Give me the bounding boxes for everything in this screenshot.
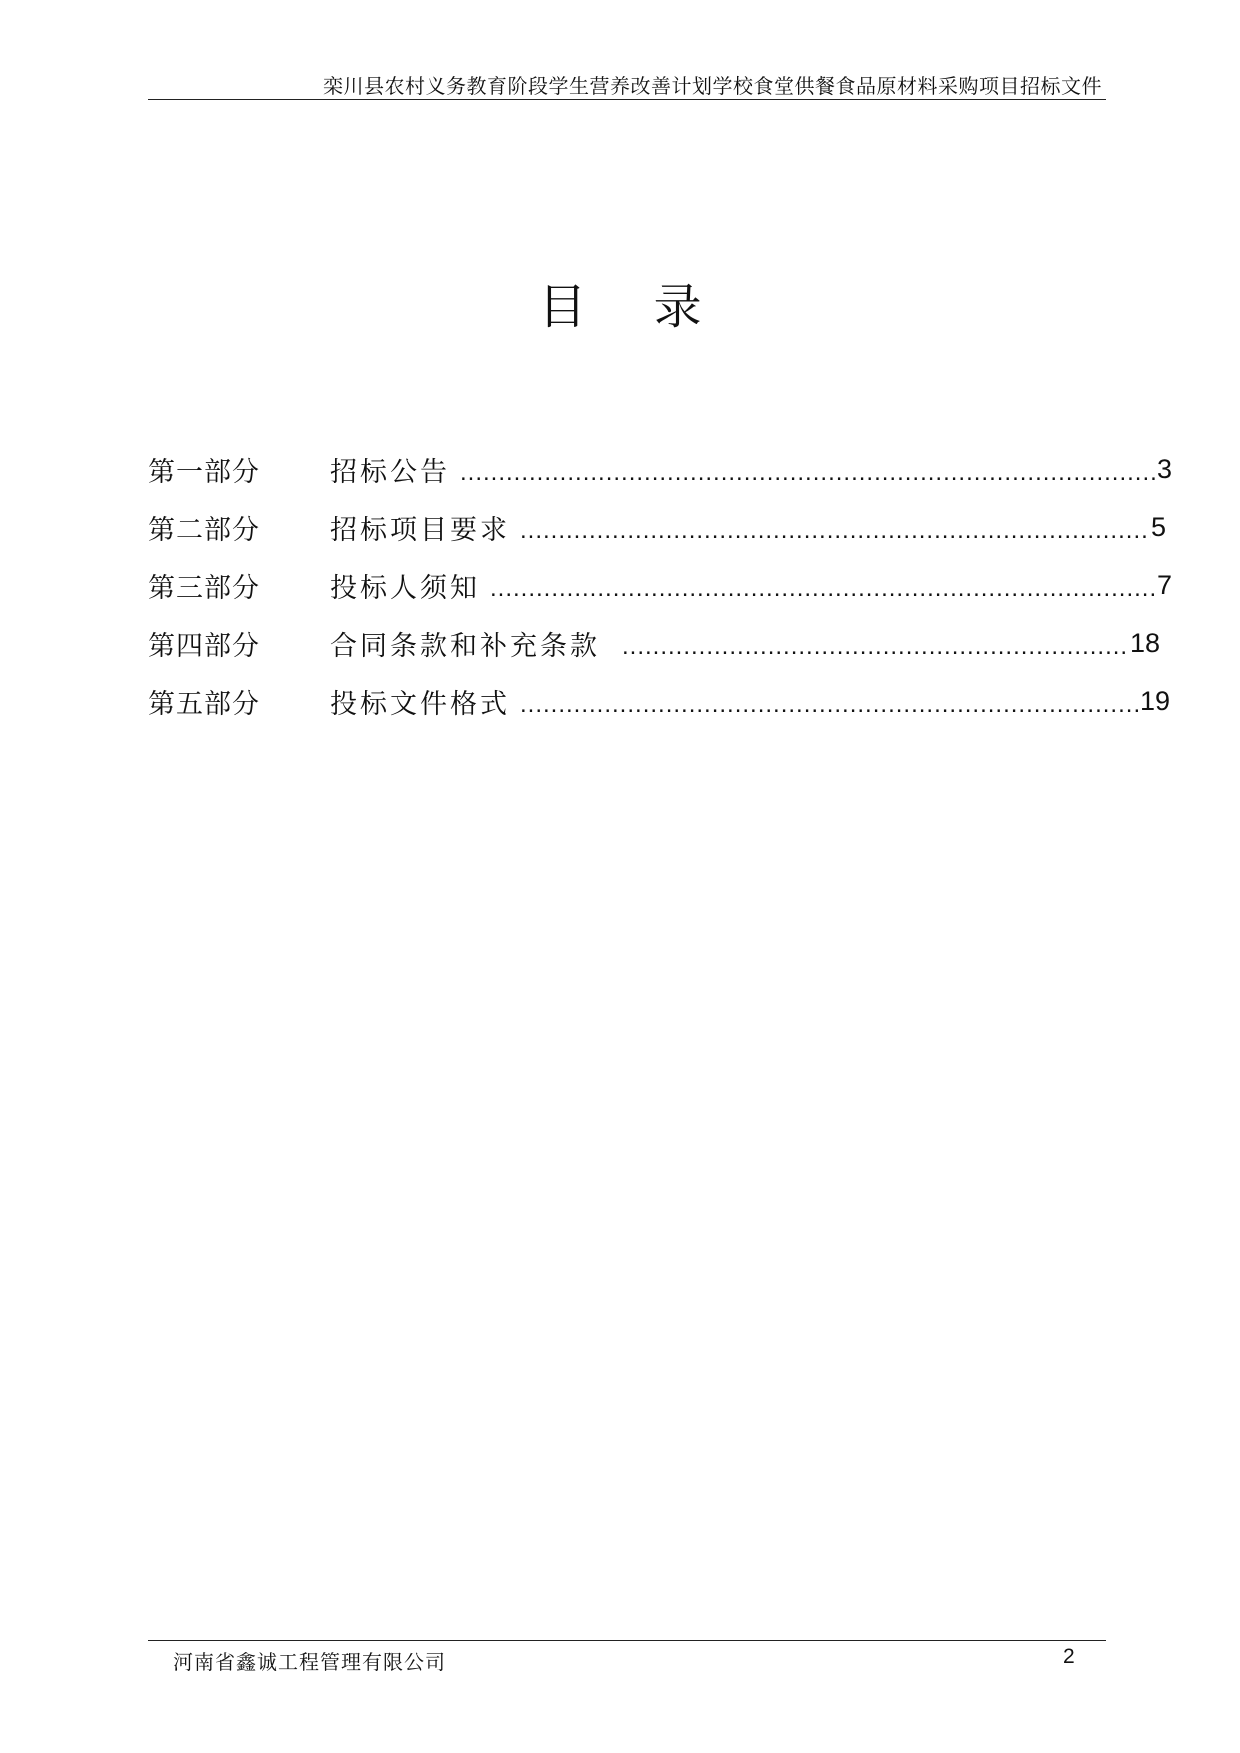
- toc-dot-leader: [520, 691, 1140, 719]
- toc-entry-part: 第一部分: [148, 456, 260, 488]
- toc-entry-page: 19: [1139, 685, 1170, 716]
- toc-dot-leader: [622, 633, 1130, 661]
- toc-entry-part: 第四部分: [148, 630, 260, 662]
- toc-dot-leader: [490, 575, 1157, 603]
- footer-company-name: 河南省鑫诚工程管理有限公司: [173, 1650, 446, 1674]
- toc-entry-page: 18: [1129, 627, 1160, 658]
- toc-entry-title: 招标公告: [330, 456, 450, 488]
- toc-entry-part: 第五部分: [148, 688, 260, 720]
- footer-divider: [148, 1640, 1106, 1641]
- toc-entry[interactable]: [148, 614, 1160, 672]
- toc-entry-title: 招标项目要求: [330, 514, 510, 546]
- toc-heading: 目 录: [538, 279, 728, 335]
- toc-dot-leader: [460, 459, 1157, 487]
- toc-entry-part: 第三部分: [148, 572, 260, 604]
- toc-entry-part: 第二部分: [148, 514, 260, 546]
- toc-entry-page: 3: [1156, 453, 1172, 484]
- toc-entry[interactable]: [148, 556, 1172, 614]
- toc-entry-page: 5: [1150, 511, 1166, 542]
- toc-entry-page: 7: [1156, 569, 1172, 600]
- page-header-title: 栾川县农村义务教育阶段学生营养改善计划学校食堂供餐食品原材料采购项目招标文件: [323, 74, 1102, 98]
- toc-entry[interactable]: [148, 498, 1166, 556]
- footer-page-number: 2: [1063, 1645, 1075, 1668]
- toc-entry[interactable]: [148, 672, 1170, 730]
- toc-entry[interactable]: [148, 440, 1172, 498]
- toc-entry-title: 投标人须知: [330, 572, 480, 604]
- toc-entry-title: 合同条款和补充条款: [330, 630, 600, 662]
- toc-dot-leader: [520, 517, 1151, 545]
- table-of-contents: [148, 440, 1178, 730]
- toc-entry-title: 投标文件格式: [330, 688, 510, 720]
- header-divider: [148, 99, 1106, 100]
